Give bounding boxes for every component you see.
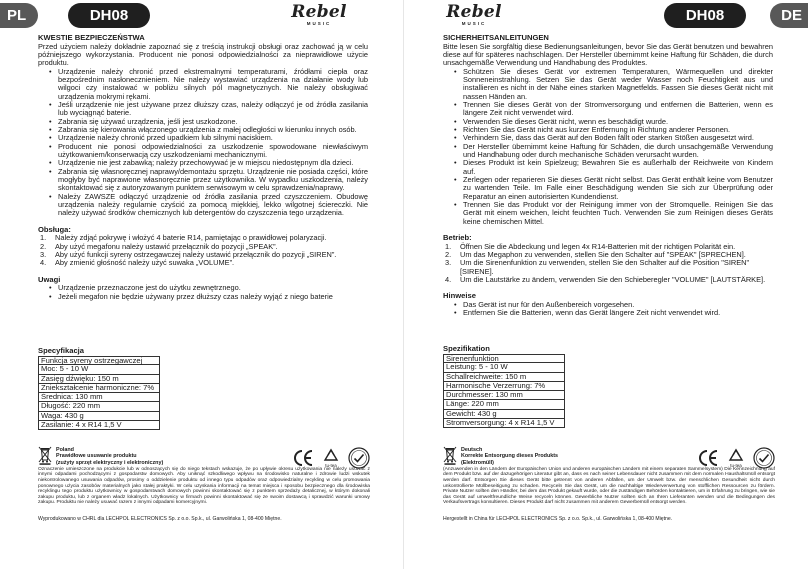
usage-list — [40, 233, 368, 268]
intro-text: Przed użyciem należy dokładnie zapoznać się z treścią instrukcji obsługi oraz zachować ją w celu późniejszego wykorzystania. Producent nie ponosi odpowiedzialności za nieprawidłowe użycie produktu. — [38, 41, 368, 68]
step-text: Um die Sirenenfunktion zu verwenden, stellen Sie den Schalter auf die Position "SIREN" [SIRENE]. — [460, 258, 750, 276]
list-item: • Verwenden Sie dieses Gerät nicht, wenn es beschädigt wurde. — [463, 118, 773, 126]
list-item: • Trennen Sie dieses Gerät von der Stromversorgung und entfernen die Batterien, wenn es längere Zeit nicht verwendet wird. — [463, 101, 773, 118]
spec-title: Specyfikacja — [38, 346, 85, 355]
spec-row: Stromversorgung: 4 x R14 1,5 V — [443, 419, 565, 428]
step-text: Öffnen Sie die Abdeckung und legen 4x R14-Batterien mit der richtigen Polarität ein. — [460, 241, 736, 251]
list-item — [445, 275, 773, 285]
spec-row: Schallreichweite: 150 m — [443, 373, 565, 382]
weee-heading: Prawidłowe usuwanie produktu — [56, 453, 137, 460]
safety-list — [58, 68, 368, 218]
step-number: 1. — [445, 241, 452, 251]
language-tab-pl: PL — [0, 3, 38, 28]
list-item: • Urządzenie nie jest zabawką; należy przechowywać je w miejscu niedostępnym dla dzieci. — [58, 159, 368, 167]
list-item: • Trennen Sie das Produkt vor der Reinigung immer von der Stromquelle. Reinigen Sie das Gerät mit einem weichen, leicht feuchten Tuch. Verwenden Sie zum Reinigen dieses Geräts keine chemischen Mittel. — [463, 201, 773, 226]
list-item — [445, 258, 773, 276]
list-item: • Urządzenie należy chronić przed upadkiem lub silnymi naciskiem. — [58, 134, 368, 142]
spec-row: Zniekształcenie harmoniczne: 7% — [38, 384, 160, 393]
content-de — [443, 34, 773, 318]
section-title: SICHERHEITSANLEITUNGEN — [443, 33, 549, 42]
spec-table — [443, 344, 565, 428]
tu-tea-recycle-icon — [726, 448, 746, 468]
intro-text: Bitte lesen Sie sorgfältig diese Bedienungsanleitungen, bevor Sie das Gerät benutzen und bewahren diese auf für späteres nachschlagen. Der Hersteller übernimmt keine Haftung für Schäden, die durch unsachgemäße Verwendung und Handhabung des Produktes. — [443, 41, 773, 68]
step-text: Należy zdjąć pokrywę i włożyć 4 baterie R14, pamiętając o prawidłowej polaryzacji. — [55, 233, 327, 243]
usage-title: Obsługa: — [38, 224, 71, 234]
importer-text: Wyprodukowano w CHRL dla LECHPOL ELECTRONICS Sp. z o.o. Sp.k., ul. Garwolińska 1, 08-400 Miętne. — [38, 516, 282, 523]
list-item: • Zabrania się używać urządzenia, jeśli jest uszkodzone. — [58, 118, 368, 126]
spec-row: Długość: 220 mm — [38, 402, 160, 411]
cert-label: tu-tea — [325, 463, 337, 468]
notes-list — [58, 284, 368, 301]
step-number: 2. — [445, 250, 452, 260]
weee-country: Poland — [56, 447, 74, 453]
weee-subheading: (zużyty sprzęt elektryczny i elektroniczny) — [56, 459, 164, 466]
list-item: • Richten Sie das Gerät nicht aus kurzer Entfernung in Richtung anderer Personen. — [463, 126, 773, 134]
step-number: 1. — [40, 233, 47, 243]
page-de — [404, 0, 808, 569]
list-item: • Zerlegen oder reparieren Sie dieses Gerät nicht selbst. Das Gerät enthält keine vom Benutzer zu wartenden Teile. Im Falle einer Beschädigung wenden Sie sich zur Überprüfung oder Reparatur an einen autorisierten Kundendienst. — [463, 176, 773, 201]
spec-row: Waga: 430 g — [38, 412, 160, 421]
list-item: • Entfernen Sie die Batterien, wenn das Gerät längere Zeit nicht verwendet wird. — [463, 309, 773, 317]
step-text: Aby użyć megafonu należy ustawić przełącznik do pozycji „SPEAK”. — [55, 241, 278, 251]
spec-row: Zasilanie: 4 x R14 1,5 V — [38, 421, 160, 430]
list-item: • Jeżeli megafon nie będzie używany przez dłuższy czas należy wyjąć z niego baterie — [58, 293, 368, 301]
logo-subtitle: MUSIC — [461, 21, 487, 26]
list-item: • Dieses Produkt ist kein Spielzeug; Bewahren Sie es außerhalb der Reichweite von Kindern auf. — [463, 159, 773, 176]
spec-row: Sirenenfunktion — [443, 354, 565, 363]
list-item: • Należy ZAWSZE odłączyć urządzenie od źródła zasilania przed czyszczeniem. Obudowę urządzenia należy regularnie czyścić za pomocą miękkiej, lekko wilgotnej ściereczki. Nie należy używać środków chemicznych lub detergentów do czyszczenia tego urządzenia. — [58, 193, 368, 218]
spec-row: Leistung: 5 - 10 W — [443, 363, 565, 372]
step-text: Aby zmienić głośność należy użyć suwaka „VOLUME”. — [55, 258, 235, 268]
step-number: 3. — [40, 250, 47, 260]
spec-row: Moc: 5 - 10 W — [38, 365, 160, 374]
certification-icons — [699, 447, 775, 469]
weee-country: Deutsch — [461, 447, 483, 453]
language-tab-de: DE — [770, 3, 808, 28]
list-item: • Zabrania się własnoręcznej naprawy/demontażu sprzętu. Urządzenie nie posiada części, które mogłyby być naprawione własnoręcznie przez użytkownika. W wypadku uszkodzenia, należy skontaktować się z autoryzowanym punktem serwisowym w celu sprawdzenia/naprawy. — [58, 168, 368, 193]
safety-list — [463, 68, 773, 227]
usage-title: Betrieb: — [443, 233, 472, 243]
weee-heading: Korrekte Entsorgung dieses Produkts — [461, 453, 559, 460]
spec-row: Gewicht: 430 g — [443, 410, 565, 419]
step-text: Um die Lautstärke zu ändern, verwenden Sie den Schieberegler "VOLUME" [LAUTSTÄRKE]. — [460, 275, 766, 285]
step-number: 2. — [40, 241, 47, 251]
spec-row: Zasięg dźwięku: 150 m — [38, 375, 160, 384]
logo-subtitle: MUSIC — [306, 21, 332, 26]
logo-wordmark: Rebel — [291, 2, 347, 22]
model-badge: DH08 — [68, 3, 150, 28]
weee-footer — [38, 445, 370, 522]
step-text: Um das Megaphon zu verwenden, stellen Sie den Schalter auf "SPEAK" [SPRECHEN]. — [460, 250, 746, 260]
weee-title — [461, 447, 558, 466]
list-item: • Schützen Sie dieses Gerät vor extremen Temperaturen, Wärmequellen und direkter Sonneneinstrahlung. Setzen Sie das Gerät weder Wasser noch Feuchtigkeit aus und installieren es nicht in der Nähe eines starken Magnetfelds. Fassen Sie dieses Gerät nicht mit nassen Händen an. — [463, 68, 773, 101]
rebel-logo — [442, 4, 506, 26]
list-item: • Zabrania się kierowania włączonego urządzenia z małej odległości w kierunku innych osób. — [58, 126, 368, 134]
weee-title — [56, 447, 163, 466]
weee-bin-icon — [443, 445, 457, 465]
weee-body-text: (Anzuwenden in den Ländern der Europäischen Union und anderen europäischen Ländern mit einem separaten Sammelsystem) Die Kennzeichnung auf dem Produkt bzw. auf der dazugehörigen Literatur gibt an, dass es nach seiner Lebensdauer nicht zusammen mit dem normalen Haushaltsmüll entsorgt werden darf. Entsorgen Sie dieses Gerät bitte getrennt von anderen Abfällen, um der Umwelt bzw. der menschlichen Gesundheit nicht durch unkontrollierte Müllbeseitigung zu schaden. Recyceln Sie das Gerät, um die nachhaltige Wiederverwertung von stofflichen Ressourcen zu fördern. Private Nutzer sollten den Händler, bei dem das Produkt gekauft wurde, oder die zuständigen Behörden kontaktieren, um in Erfahrung zu bringen, wie sie das Gerät auf umweltfreundliche Weise recyceln können. Gewerbliche Nutzer sollten sich an Ihren Lieferanten wenden und die Bedingungen des Verkaufsvertrags konsultieren. Dieses Produkt darf nicht zusammen mit anderem Gewerbemüll entsorgt werden. — [443, 466, 775, 506]
certification-icons — [294, 447, 370, 469]
usage-list — [445, 241, 773, 285]
list-item: • Jeśli urządzenie nie jest używane przez dłuższy czas, należy odłączyć je od źródła zasilania lub wyciągnąć baterie. — [58, 101, 368, 118]
step-text: Aby użyć funkcji syreny ostrzegawczej należy ustawić przełącznik do pozycji „SIREN”. — [55, 250, 337, 260]
spec-title: Spezifikation — [443, 344, 490, 353]
spec-row: Funkcja syreny ostrzegawczej — [38, 356, 160, 365]
spec-table — [38, 346, 160, 430]
step-number: 3. — [445, 258, 452, 268]
spec-row: Średnica: 130 mm — [38, 393, 160, 402]
spec-row: Harmonische Verzerrung: 7% — [443, 382, 565, 391]
importer-text: Hergestellt in China für LECHPOL ELECTRONICS Sp. z o.o. Sp.k., ul. Garwolińska 1, 08-400 Miętne. — [443, 516, 673, 523]
step-number: 4. — [445, 275, 452, 285]
ce-mark-icon — [294, 449, 314, 467]
content-pl — [38, 34, 368, 301]
list-item: • Verhindern Sie, dass das Gerät auf den Boden fällt oder starken Stößen ausgesetzt wird. — [463, 134, 773, 142]
model-badge: DH08 — [664, 3, 746, 28]
list-item: • Producent nie ponosi odpowiedzialności za uszkodzenie spowodowane niewłaściwym użytkowaniem/konserwacją czy uszkodzeniami mechanicznymi. — [58, 143, 368, 160]
weee-footer — [443, 445, 775, 522]
cert-label: tu-tea — [730, 463, 742, 468]
rohs-seal-icon — [753, 447, 775, 469]
weee-bin-icon — [38, 445, 52, 465]
spec-row: Länge: 220 mm — [443, 400, 565, 409]
rebel-logo — [287, 4, 351, 26]
list-item: • Der Hersteller übernimmt keine Haftung für Schäden, die durch unsachgemäße Verwendung und Handhabung oder durch mechanische Schäden verursacht wurden. — [463, 143, 773, 160]
logo-wordmark: Rebel — [446, 2, 502, 22]
list-item: • Urządzenie przeznaczone jest do użytku zewnętrznego. — [58, 284, 368, 292]
spec-row: Durchmesser: 130 mm — [443, 391, 565, 400]
notes-list — [463, 301, 773, 318]
section-title: KWESTIE BEZPIECZEŃSTWA — [38, 33, 145, 42]
tu-tea-recycle-icon — [321, 448, 341, 468]
notes-title: Hinweise — [443, 291, 476, 301]
step-number: 4. — [40, 258, 47, 268]
list-item: • Urządzenie należy chronić przed ekstremalnymi temperaturami, źródłami ciepła oraz bezpośrednim nasłonecznieniem. Nie należy wystawiać urządzenia na działanie wody lub wilgoci czy instalować w pobliżu silnych pól magnetycznych. Nie należy obsługiwać urządzenia mokrymi rękami. — [58, 68, 368, 101]
weee-body-text: Oznaczenie umieszczone na produkcie lub w odnoszących się do niego tekstach wskazuje, że po upływie okresu użytkowania nie należy usuwać z innymi odpadami pochodzącymi z gospodarstw domowych. Aby uniknąć szkodliwego wpływu na środowisko naturalne i zdrowie ludzi wskutek niekontrolowanego usuwania odpadów, prosimy o oddzielenie produktu od innego typu odpadów oraz odpowiedzialny recykling w celu promowania ponownego użycia zasobów materialnych jako stałej praktyki. W celu uzyskania informacji na temat miejsca i sposobu bezpiecznego dla środowiska recyklingu tego produktu użytkownicy w gospodarstwach domowych powinni skontaktować się z punktem sprzedaży detalicznej, w którym dokonali zakupu produktu, lub z organem władz lokalnych. Użytkownicy w firmach powinni skontaktować się ze swoim dostawcą i sprawdzić warunki umowy zakupu. Produktu nie należy usuwać razem z innymi odpadami komercyjnymi. — [38, 466, 370, 506]
ce-mark-icon — [699, 449, 719, 467]
list-item: • Das Gerät ist nur für den Außenbereich vorgesehen. — [463, 301, 773, 309]
weee-subheading: (Elektromüll) — [461, 459, 494, 466]
notes-title: Uwagi — [38, 274, 61, 284]
rohs-seal-icon — [348, 447, 370, 469]
list-item — [40, 258, 368, 268]
